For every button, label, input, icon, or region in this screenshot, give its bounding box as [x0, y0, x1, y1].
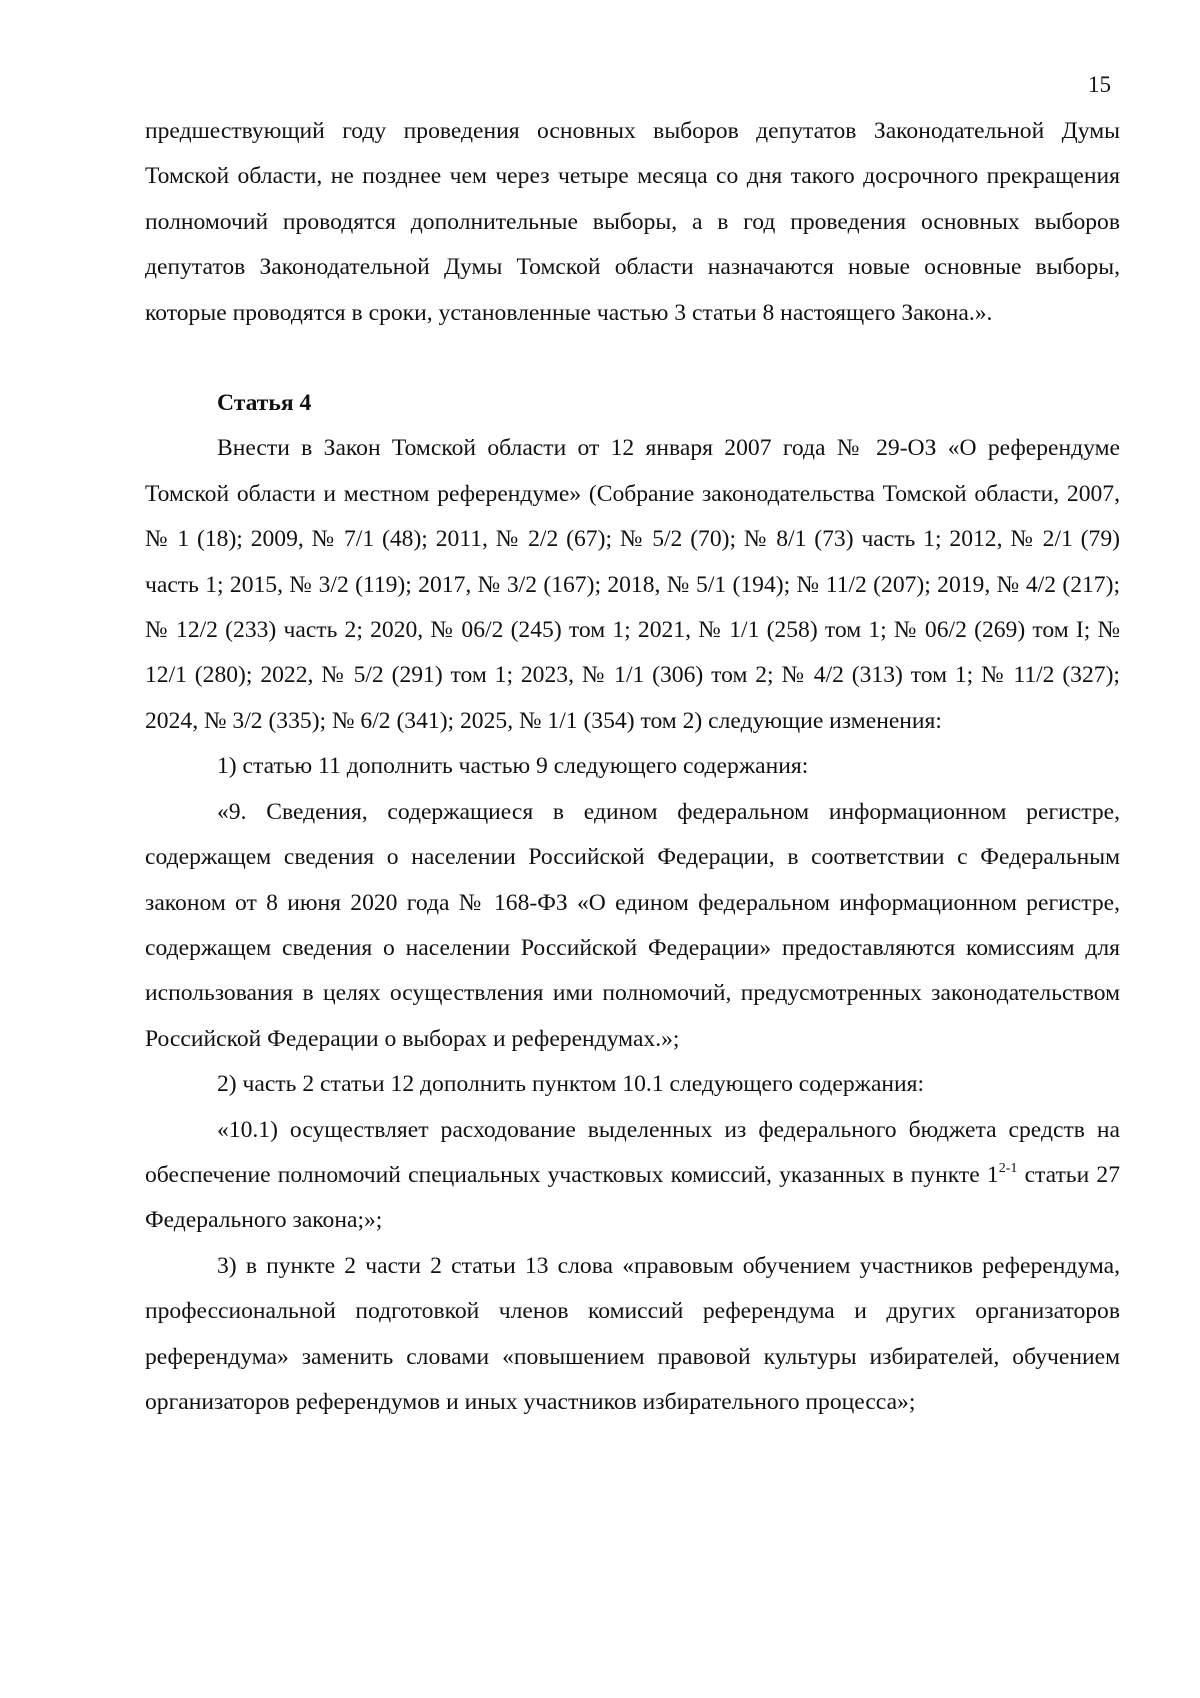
- amendment-item-1-text: «9. Сведения, содержащиеся в едином федеральном информационном регистре, содержащем сведения о населении Российской Федерации, в соответствии с Федеральным законом от 8 июня 2020 года № 168-ФЗ «О едином федеральном информационном регистре, содержащем сведения о населении Российской Федерации» предоставляются комиссиям для использования в целях осуществления ими полномочий, предусмотренных законодательством Российской Федерации о выборах и референдумах.»;: [145, 798, 1120, 1052]
- document-body: [145, 109, 1120, 1425]
- item-2-text-part-2: статьи 27 Федерального закона;»;: [145, 1161, 1120, 1234]
- item-2-text-part-1: «10.1) осуществляет расходование выделенных из федерального бюджета средств на обеспечение полномочий специальных участковых комиссий, указанных в пункте 1: [145, 1116, 1120, 1188]
- article-intro-paragraph: Внести в Закон Томской области от 12 января 2007 года № 29-ОЗ «О референдуме Томской области и местном референдуме» (Собрание законодательства Томской области, 2007, № 1 (18); 2009, № 7/1 (48); 2011, № 2/2 (67); № 5/2 (70); № 8/1 (73) часть 1; 2012, № 2/1 (79) часть 1; 2015, № 3/2 (119); 2017, № 3/2 (167); 2018, № 5/1 (194); № 11/2 (207); 2019, № 4/2 (217); № 12/2 (233) часть 2; 2020, № 06/2 (245) том 1; 2021, № 1/1 (258) том 1; № 06/2 (269) том I; № 12/1 (280); 2022, № 5/2 (291) том 1; 2023, № 1/1 (306) том 2; № 4/2 (313) том 1; № 11/2 (327); 2024, № 3/2 (335); № 6/2 (341); 2025, № 1/1 (354) том 2) следующие изменения:: [145, 435, 1120, 734]
- amendment-item-2: 2) часть 2 статьи 12 дополнить пунктом 10.1 следующего содержания:: [217, 1071, 925, 1098]
- article-heading: Статья 4: [217, 390, 312, 417]
- amendment-item-1: 1) статью 11 дополнить частью 9 следующего содержания:: [217, 753, 809, 780]
- amendment-item-3: 3) в пункте 2 части 2 статьи 13 слова «правовым обучением участников референдума, профессиональной подготовкой членов комиссий референдума и других организаторов референдума» заменить словами «повышением правовой культуры избирателей, обучением организаторов референдумов и иных участников избирательного процесса»;: [145, 1252, 1120, 1415]
- amendment-item-2-text: [145, 1108, 1120, 1244]
- intro-paragraph: предшествующий году проведения основных выборов депутатов Законодательной Думы Томской области, не позднее чем через четыре месяца со дня такого досрочного прекращения полномочий проводятся дополнительные выборы, а в год проведения основных выборов депутатов Законодательной Думы Томской области назначаются новые основные выборы, которые проводятся в сроки, установленные частью 3 статьи 8 настоящего Закона.».: [145, 118, 1120, 326]
- superscript-index: 2-1: [998, 1160, 1018, 1176]
- page-number: 15: [1088, 72, 1111, 97]
